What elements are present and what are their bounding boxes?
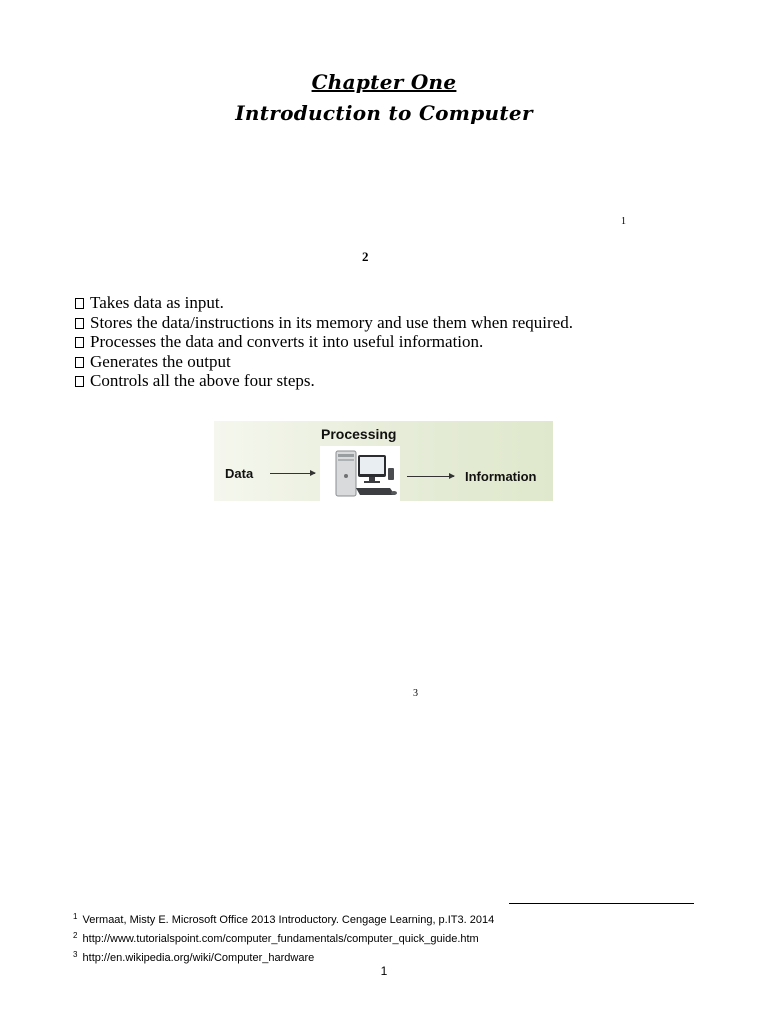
footnote-separator (509, 903, 694, 904)
footnote-ref-1: 1 (621, 216, 626, 227)
page-number: 1 (380, 964, 388, 978)
diagram-data-label: Data (225, 466, 254, 481)
list-item: Stores the data/instructions in its memory and use them when required. (75, 313, 573, 333)
list-item: Generates the output (75, 352, 573, 372)
chapter-title: Chapter One (311, 70, 457, 94)
footnote-ref-3: 3 (413, 688, 418, 699)
checkbox-glyph-icon (75, 376, 84, 387)
footnotes (73, 909, 494, 966)
footnote-1: $^1$ Vermaat, Misty E. Microsoft Office 2013 Introductory. Cengage Learning, p.IT3. 2014 (73, 912, 495, 926)
list-item: Processes the data and converts it into useful information. (75, 332, 573, 352)
list-item: Takes data as input. (75, 293, 573, 313)
input-arrow (270, 473, 315, 474)
list-item: Controls all the above four steps. (75, 371, 573, 391)
checkbox-glyph-icon (75, 357, 84, 368)
processing-diagram (214, 421, 553, 501)
checkbox-glyph-icon (75, 318, 84, 329)
function-list (75, 293, 573, 391)
chapter-subtitle: Introduction to Computer (235, 101, 533, 125)
output-arrow (407, 476, 454, 477)
footnote-2: $^2$ http://www.tutorialspoint.com/computer_fundamentals/computer_quick_guide.htm (73, 931, 479, 945)
checkbox-glyph-icon (75, 298, 84, 309)
diagram-processing-label: Processing (321, 426, 397, 442)
computer-icon (320, 446, 400, 501)
diagram-information-label: Information (465, 469, 537, 484)
section-number-2: 2 (362, 249, 369, 264)
footnote-3: $^3$ http://en.wikipedia.org/wiki/Computer_hardware (73, 950, 315, 964)
checkbox-glyph-icon (75, 337, 84, 348)
